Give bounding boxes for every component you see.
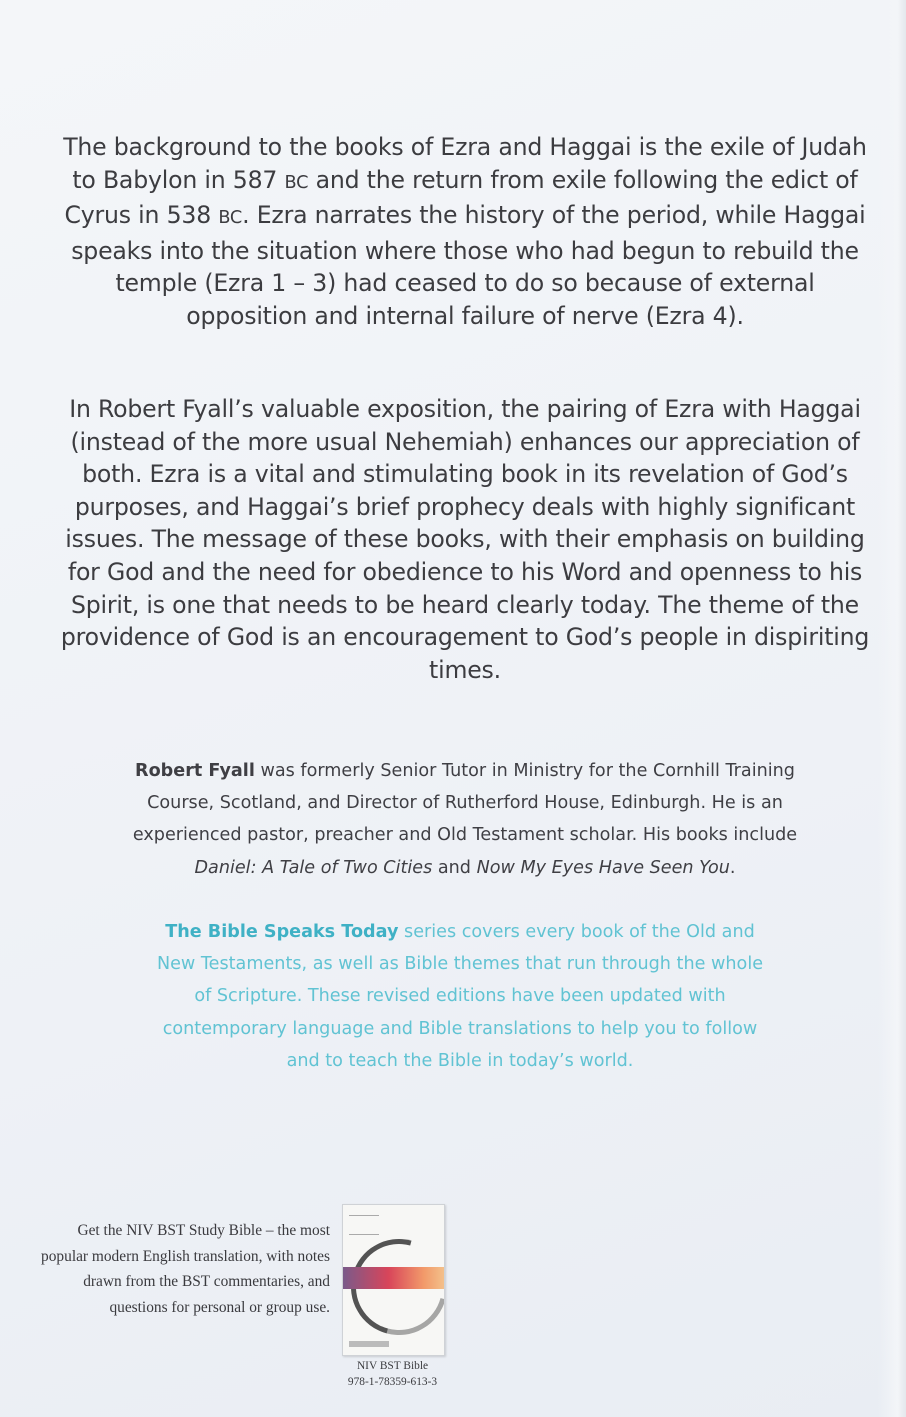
description-paragraph-2: In Robert Fyall’s valuable exposition, the pairing of Ezra with Haggai (instead of the more usual Nehemiah) enhances our appreciation of both. Ezra is a vital and stimulating book in its revelation of God’s purposes, and Haggai’s brief prophecy deals with highly significant issues. The message of these books, with their emphasis on building for God and the need for obedience to his Word and openness to his Spirit, is one that needs to be heard clearly today. The theme of the providence of God is an encouragement to God’s people in dispiriting times. — [60, 395, 870, 684]
study-bible-caption — [320, 1358, 465, 1390]
era-abbreviation: BC — [218, 208, 243, 229]
study-bible-title: NIV BST Bible — [356, 1360, 429, 1372]
cover-color-band — [343, 1267, 444, 1289]
study-bible-promo: Get the NIV BST Study Bible – the most popular modern English translation, with notes drawn from the BST commentaries, and questions for personal or group use. — [41, 1222, 330, 1316]
spine-edge — [878, 0, 906, 1417]
author-bio-text: and — [432, 857, 477, 878]
description-text: and the return from exile following the edict of Cyrus in 538 — [64, 165, 858, 230]
description-paragraph-1 — [60, 131, 870, 333]
book-title-2: Now My Eyes Have Seen You — [476, 857, 730, 878]
author-bio — [100, 755, 830, 884]
cover-publisher-mark — [349, 1341, 389, 1347]
author-bio-text: . — [729, 857, 736, 878]
era-abbreviation: BC — [284, 172, 309, 193]
description-text: . Ezra narrates the history of the period, while Haggai speaks into the situation where those who had begun to rebuild the temple (Ezra 1 – 3) had ceased to do so because of external opposition and internal failure of nerve (Ezra 4). — [71, 201, 866, 330]
series-text: series covers every book of the Old and New Testaments, as well as Bible themes that run through the whole of Scripture. These revised editions have been updated with contemporary language and Bible translations to help you to follow and to teach the Bible in today’s world. — [156, 922, 764, 1071]
book-title-1: Daniel: A Tale of Two Cities — [194, 857, 433, 878]
study-bible-cover-image — [342, 1204, 445, 1356]
series-name: The Bible Speaks Today — [165, 922, 399, 942]
study-bible-isbn: 978-1-78359-613-3 — [347, 1376, 438, 1388]
series-description — [150, 916, 770, 1077]
description-text: The background to the books of Ezra and Haggai is the exile of Judah to Babylon in 587 — [63, 133, 867, 194]
cover-title-lines — [349, 1215, 379, 1235]
author-name: Robert Fyall — [135, 761, 255, 781]
author-bio-text: was formerly Senior Tutor in Ministry for the Cornhill Training Course, Scotland, and Director of Rutherford House, Edinburgh. He is an experienced pastor, preacher and Old Testament scholar. His books include — [132, 761, 798, 846]
